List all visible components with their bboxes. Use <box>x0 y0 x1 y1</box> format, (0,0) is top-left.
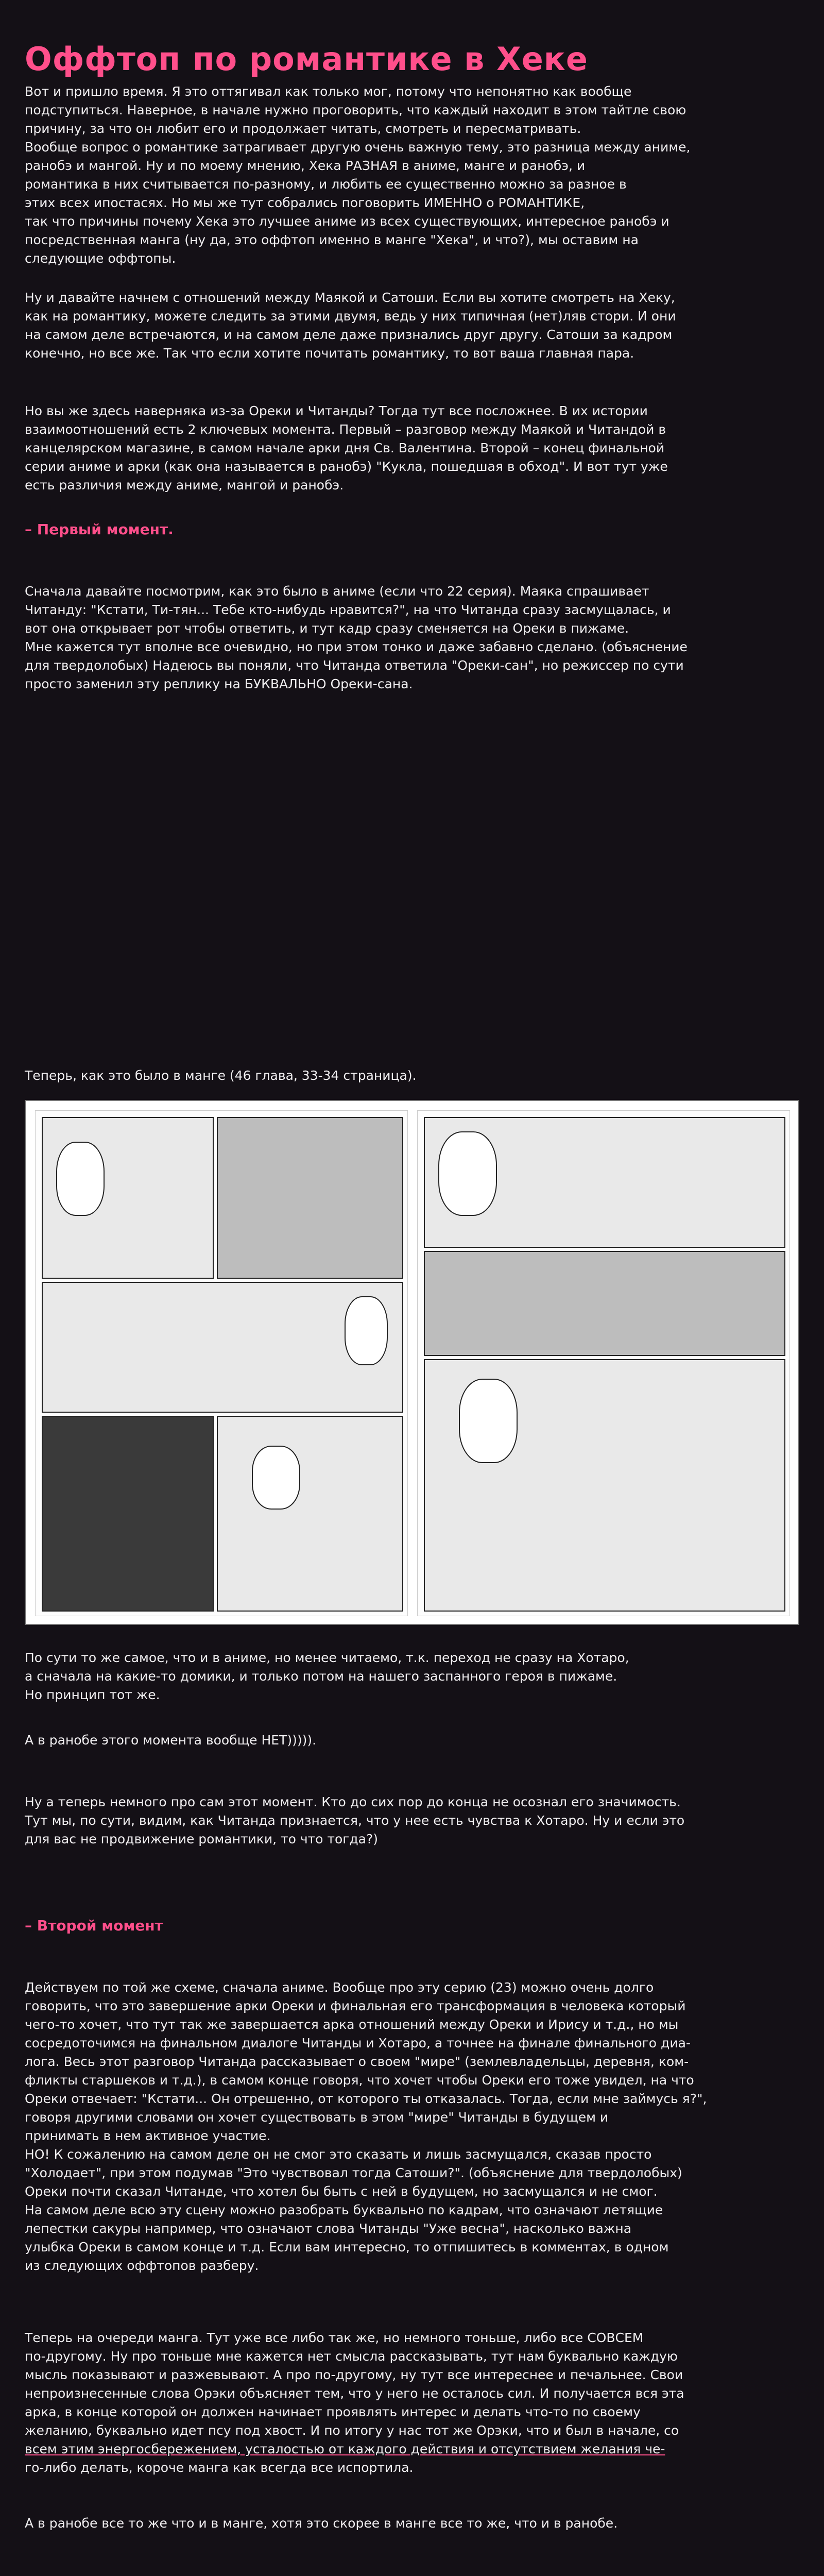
text-line: на самом деле встречаются, и на самом деле даже признались друг другу. Сатоши за кадром <box>25 327 673 342</box>
ranobe-same-line <box>25 2514 797 2533</box>
text-line: этих всех ипостасях. Но мы же тут собрались поговорить ИМЕННО о РОМАНТИКЕ, <box>25 195 585 210</box>
text-line: конечно, но все же. Так что если хотите почитать романтику, то вот ваша главная пара. <box>25 346 634 361</box>
page-title: Оффтоп по романтике в Хеке <box>25 40 588 78</box>
text-line: Читанду: "Кстати, Ти-тян... Тебе кто-нибудь нравится?", на что Читанда сразу засмущалась, и <box>25 602 671 617</box>
manga-panel <box>217 1117 403 1279</box>
first-moment-heading <box>25 520 797 539</box>
second-moment-heading <box>25 1917 797 1935</box>
text-line: "Холодает", при этом подумав "Это чувствовал тогда Сатоши?". (объяснение для твердолобых) <box>25 2165 682 2180</box>
satoshi-mayaka-paragraph <box>25 289 797 363</box>
text-line: Но вы же здесь наверняка из-за Ореки и Читанды? Тогда тут все посложнее. В их истории <box>25 403 648 418</box>
speech-bubble <box>56 1142 105 1216</box>
text-line: Теперь на очереди манга. Тут уже все либо так же, но немного тоньше, либо все СОВСЕМ <box>25 2330 644 2345</box>
text-line: причину, за что он любит его и продолжает читать, смотреть и пересматривать. <box>25 121 581 136</box>
significance-paragraph <box>25 1793 797 1849</box>
speech-bubble <box>438 1131 497 1216</box>
text-line: Вообще вопрос о романтике затрагивает другую очень важную тему, это разница между аниме, <box>25 140 691 155</box>
text-line: просто заменил эту реплику на БУКВАЛЬНО Ореки-сана. <box>25 676 413 691</box>
text-line: канцелярском магазине, в самом начале арки дня Св. Валентина. Второй – конец финальной <box>25 440 665 455</box>
text-line: Теперь, как это было в манге (46 глава, 33-34 страница). <box>25 1068 417 1083</box>
intro-paragraph <box>25 82 797 268</box>
text-line: ранобэ и мангой. Ну и по моему мнению, Хека РАЗНАЯ в аниме, манге и ранобэ, и <box>25 158 586 173</box>
text-line: А в ранобе все то же что и в манге, хотя это скорее в манге все то же, что и в ранобе. <box>25 2516 618 2531</box>
text-line: говорить, что это завершение арки Ореки и финальная его трансформация в человека который <box>25 1998 686 2013</box>
text-line: так что причины почему Хека это лучшее аниме из всех существующих, интересное ранобэ и <box>25 214 670 229</box>
text-line: лепестки сакуры например, что означают слова Читанды "Уже весна", насколько важна <box>25 2221 632 2236</box>
text-line: чего-то хочет, что тут так же завершается арка отношений между Ореки и Ирису и т.д., но мы <box>25 2017 679 2032</box>
speech-bubble <box>459 1379 518 1463</box>
text-line: подступиться. Наверное, в начале нужно проговорить, что каждый находит в этом тайтле свою <box>25 103 686 117</box>
anime-second-paragraph <box>25 1978 797 2275</box>
text-line: вот она открывает рот чтобы ответить, и тут кадр сразу сменяется на Ореки в пижаме. <box>25 621 629 636</box>
text-line: посредственная манга (ну да, это оффтоп именно в манге "Хека", и что?), мы оставим на <box>25 232 639 247</box>
text-line: На самом деле всю эту сцену можно разобрать буквально по кадрам, что означают летящие <box>25 2202 663 2217</box>
text-line: для вас не продвижение романтики, то что тогда?) <box>25 1832 379 1846</box>
text-line: НО! К сожалению на самом деле он не смог это сказать и лишь засмущался, сказав просто <box>25 2147 652 2162</box>
speech-bubble <box>252 1446 300 1510</box>
text-line: а сначала на какие-то домики, и только потом на нашего заспанного героя в пижаме. <box>25 1669 617 1684</box>
text-line: Но принцип тот же. <box>25 1687 160 1702</box>
text-line: взаимоотношений есть 2 ключевых момента. Первый – разговор между Маякой и Читандой в <box>25 422 666 437</box>
section-heading: – Второй момент <box>25 1917 163 1934</box>
text-line: следующие оффтопы. <box>25 251 176 266</box>
text-line: Мне кажется тут вполне все очевидно, но при этом тонко и даже забавно сделано. (объяснение <box>25 639 688 654</box>
manga-spread-image <box>25 1100 799 1625</box>
text-line: Тут мы, по сути, видим, как Читанда признается, что у нее есть чувства к Хотаро. Ну и если это <box>25 1813 685 1828</box>
after-manga-paragraph <box>25 1649 797 1704</box>
text-line: Вот и пришло время. Я это оттягивал как только мог, потому что непонятно как вообще <box>25 84 632 99</box>
text-line: Ну а теперь немного про сам этот момент. Кто до сих пор до конца не осознал его значимость. <box>25 1794 681 1809</box>
manga-second-paragraph <box>25 2329 797 2477</box>
manga-page-left <box>35 1110 408 1616</box>
oreki-chitanda-paragraph <box>25 402 797 495</box>
anime-moment-paragraph <box>25 582 797 693</box>
ranobe-none-line <box>25 1731 797 1750</box>
manga-panel <box>424 1251 785 1356</box>
text-line: сосредоточимся на финальном диалоге Читанды и Хотаро, а точнее на финале финального диа- <box>25 2036 691 2050</box>
text-line: Ореки отвечает: "Кстати... Он отрешенно, от которого ты отказалась. Тогда, если мне займусь я?", <box>25 2091 707 2106</box>
text-line: Сначала давайте посмотрим, как это было в аниме (если что 22 серия). Маяка спрашивает <box>25 584 649 599</box>
text-line: говоря другими словами он хочет существовать в этом "мире" Читанды в будущем и <box>25 2110 609 2125</box>
manga-panel <box>42 1416 214 1612</box>
text-line: Ореки почти сказал Читанде, что хотел бы быть с ней в будущем, но засмущался и не смог. <box>25 2184 658 2199</box>
text-line: го-либо делать, короче манга как всегда все испортила. <box>25 2460 414 2475</box>
text-line: серии аниме и арки (как она называется в ранобэ) "Кукла, пошедшая в обход". И вот тут уже <box>25 459 668 474</box>
text-line: по-другому. Ну про тоньше мне кажется нет смысла рассказывать, тут нам буквально каждую <box>25 2349 678 2364</box>
text-line: романтика в них считывается по-разному, и любить ее существенно можно за разное в <box>25 177 627 192</box>
text-line: непроизнесенные слова Орэки объясняет тем, что у него не осталось сил. И получается вся эта <box>25 2386 684 2401</box>
text-line: есть различия между аниме, мангой и ранобэ. <box>25 478 344 493</box>
text-line: мысль показывают и разжевывают. А про по-другому, ну тут все интереснее и печальнее. Свои <box>25 2367 683 2382</box>
text-line: Действуем по той же схеме, сначала аниме. Вообще про эту серию (23) можно очень долго <box>25 1980 654 1995</box>
text-line: улыбка Ореки в самом конце и т.д. Если вам интересно, то отпишитесь в комментах, в одном <box>25 2240 669 2255</box>
text-line: арка, в конце которой он должен начинает проявлять интерес и делать что-то по своему <box>25 2404 641 2419</box>
text-line: как на романтику, можете следить за этими двумя, ведь у них типичная (нет)ляв стори. И они <box>25 309 676 324</box>
text-line: из следующих оффтопов разберу. <box>25 2258 259 2273</box>
text-line: Ну и давайте начнем с отношений между Маякой и Сатоши. Если вы хотите смотреть на Хеку, <box>25 290 675 305</box>
text-line: По сути то же самое, что и в аниме, но менее читаемо, т.к. переход не сразу на Хотаро, <box>25 1650 629 1665</box>
manga-panel <box>217 1416 403 1612</box>
text-line: для твердолобых) Надеюсь вы поняли, что Читанда ответила "Ореки-сан", но режиссер по сути <box>25 658 684 673</box>
text-line: принимать в нем активное участие. <box>25 2128 271 2143</box>
text-line: желанию, буквально идет псу под хвост. И по итогу у нас тот же Орэки, что и был в начале, со <box>25 2423 679 2438</box>
text-line: А в ранобе этого момента вообще НЕТ))))). <box>25 1733 317 1748</box>
speech-bubble <box>345 1296 388 1365</box>
manga-intro <box>25 1066 797 1085</box>
text-line: фликты старшеков и т.д.), в самом конце говоря, что хочет чтобы Ореки его тоже увидел, на что <box>25 2073 694 2088</box>
manga-page-right <box>417 1110 790 1616</box>
text-line: всем этим энергосбережением, усталостью от каждого действия и отсутствием желания че- <box>25 2442 665 2456</box>
section-heading: – Первый момент. <box>25 521 174 538</box>
text-line: лога. Весь этот разговор Читанда рассказывает о своем "мире" (землевладельцы, деревня, ком- <box>25 2054 689 2069</box>
